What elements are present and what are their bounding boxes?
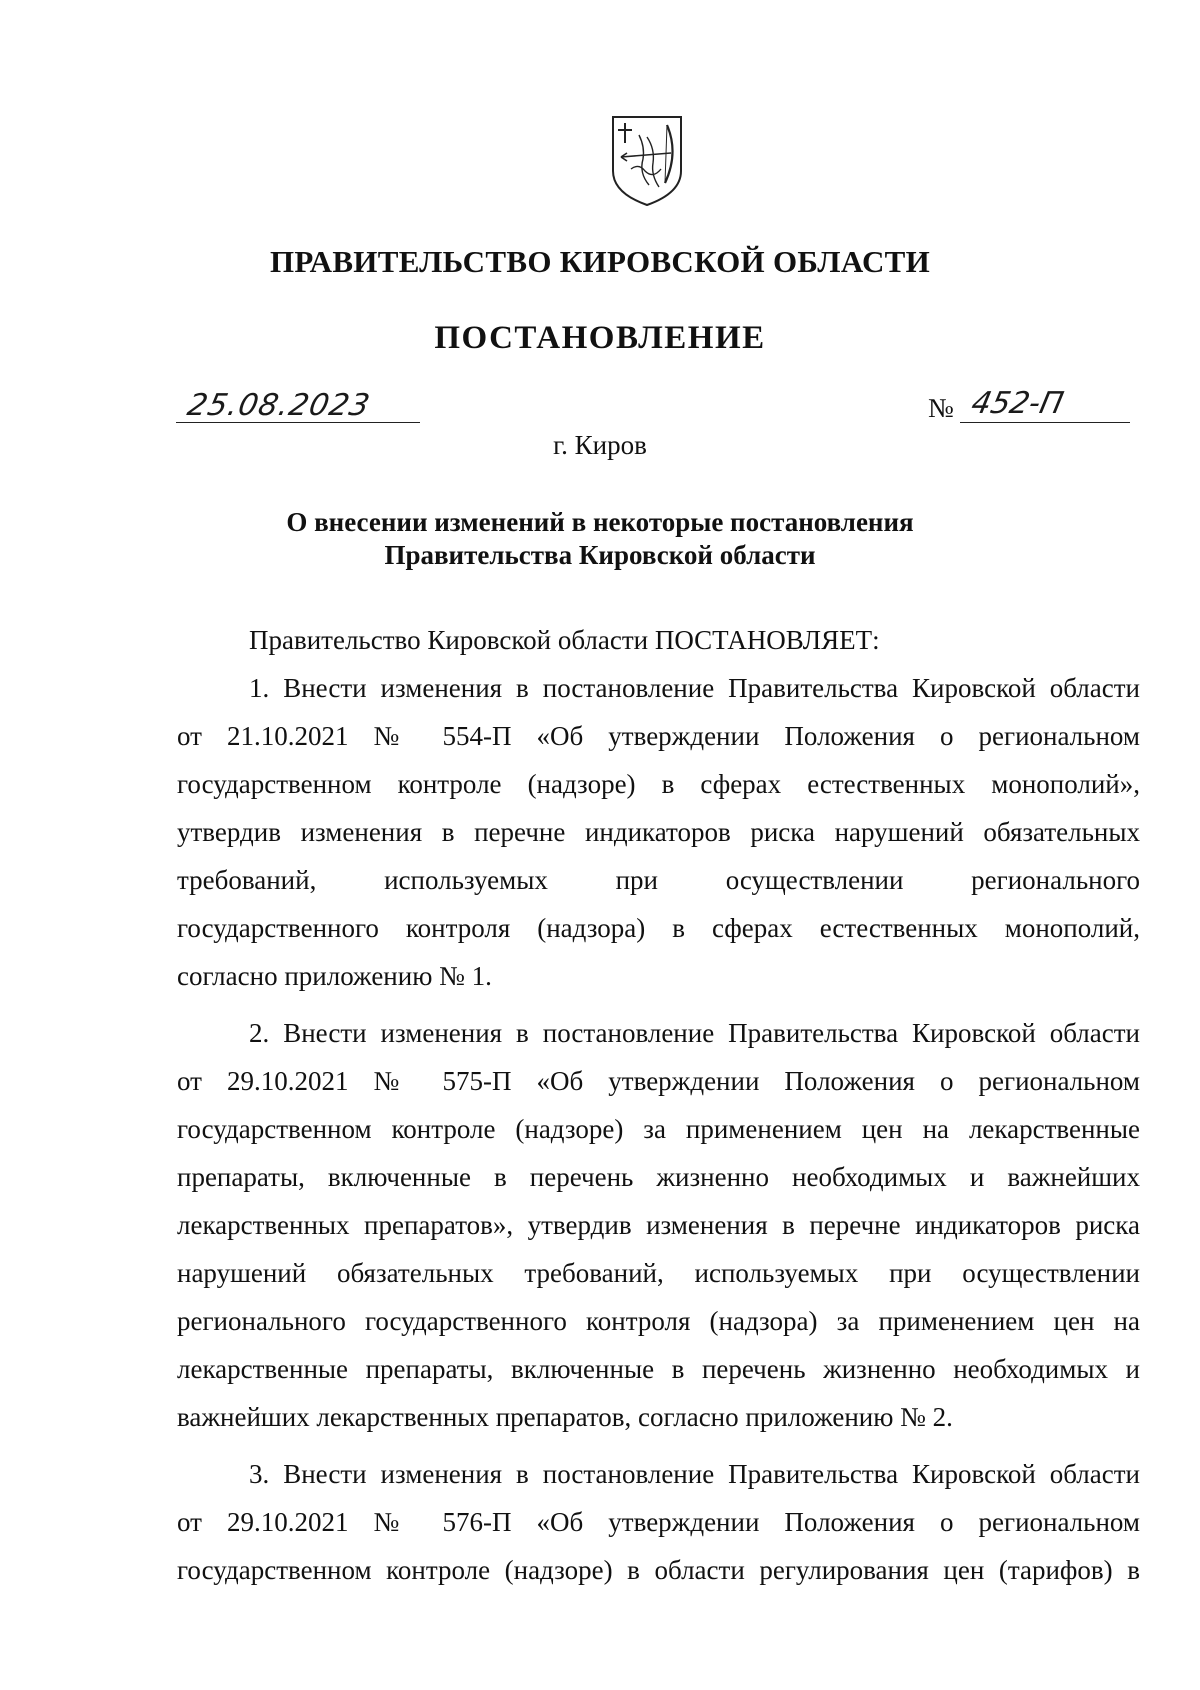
paragraph-line: требований, используемых при осуществлении регионального — [177, 865, 1140, 895]
paragraph-line: нарушений обязательных требований, используемых при осуществлении — [177, 1258, 1140, 1288]
paragraph-line: утвердив изменения в перечне индикаторов риска нарушений обязательных — [177, 817, 1140, 847]
paragraph-line: согласно приложению № 1. — [177, 961, 492, 991]
document-date: 25.08.2023 — [184, 388, 374, 423]
organization-name: ПРАВИТЕЛЬСТВО КИРОВСКОЙ ОБЛАСТИ — [269, 244, 931, 279]
paragraph-1 — [177, 664, 1140, 1000]
paragraph-line: государственного контроля (надзора) в сферах естественных монополий, — [177, 913, 1140, 943]
paragraph-line: государственном контроле (надзоре) в сферах естественных монополий», — [177, 769, 1140, 799]
paragraph-line: лекарственные препараты, включенные в перечень жизненно необходимых и — [177, 1354, 1140, 1384]
number-underline — [960, 422, 1130, 423]
paragraph-line: 2. Внести изменения в постановление Правительства Кировской области — [249, 1018, 1140, 1048]
paragraph-line: препараты, включенные в перечень жизненно необходимых и важнейших — [177, 1162, 1140, 1192]
paragraph-line: 1. Внести изменения в постановление Правительства Кировской области — [249, 673, 1140, 703]
title-line-2: Правительства Кировской области — [384, 540, 816, 570]
paragraph-line: лекарственных препаратов», утвердив изменения в перечне индикаторов риска — [177, 1210, 1140, 1240]
title-line-1: О внесении изменений в некоторые постановления — [286, 507, 914, 537]
document-number: 452-П — [968, 386, 1067, 421]
number-label: № — [928, 393, 954, 423]
city-name: г. Киров — [553, 430, 647, 460]
paragraph-line: государственном контроле (надзоре) за применением цен на лекарственные — [177, 1114, 1140, 1144]
paragraph-3 — [177, 1450, 1140, 1594]
paragraph-line: государственном контроле (надзоре) в области регулирования цен (тарифов) в — [177, 1555, 1140, 1585]
paragraph-2 — [177, 1009, 1140, 1441]
paragraph-line: регионального государственного контроля (надзора) за применением цен на — [177, 1306, 1140, 1336]
paragraph-line: от 29.10.2021 № 575-П «Об утверждении Положения о региональном — [177, 1066, 1140, 1096]
paragraph-line: 3. Внести изменения в постановление Правительства Кировской области — [249, 1459, 1140, 1489]
preamble: Правительство Кировской области ПОСТАНОВЛЯЕТ: — [249, 625, 880, 655]
kirov-coat-of-arms-icon — [609, 113, 685, 209]
document-title — [0, 506, 1200, 572]
paragraph-line: от 29.10.2021 № 576-П «Об утверждении Положения о региональном — [177, 1507, 1140, 1537]
document-body — [177, 616, 1140, 1594]
paragraph-line: важнейших лекарственных препаратов, согласно приложению № 2. — [177, 1402, 953, 1432]
document-type: ПОСТАНОВЛЕНИЕ — [434, 320, 766, 356]
paragraph-line: от 21.10.2021 № 554-П «Об утверждении Положения о региональном — [177, 721, 1140, 751]
date-underline — [176, 422, 420, 423]
